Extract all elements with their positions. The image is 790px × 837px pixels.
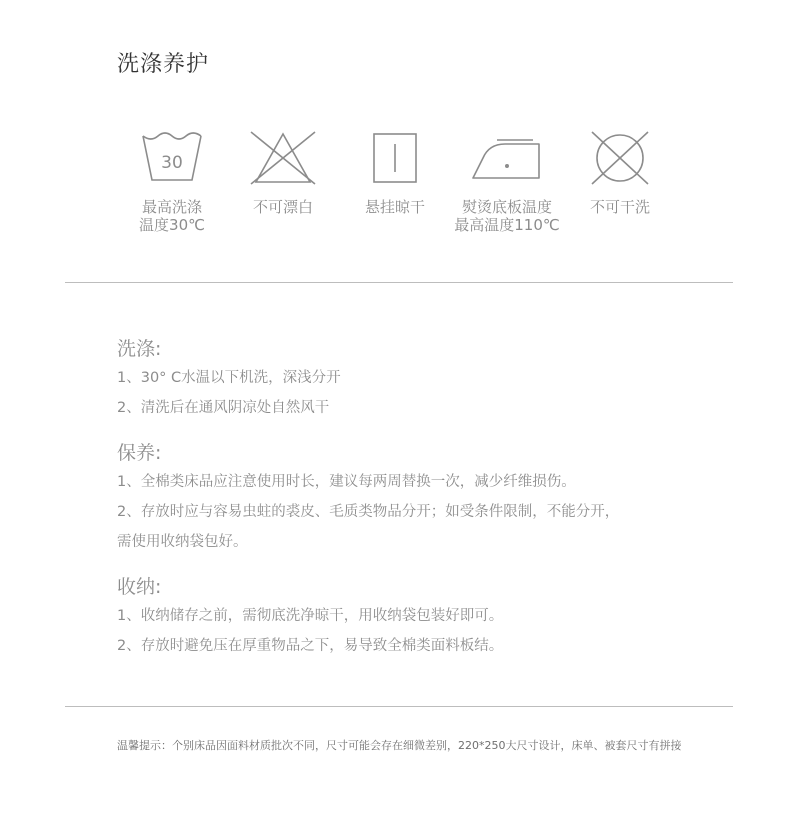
section-title-care: 保养: [117,442,162,464]
care-label-wash: 最高洗涤 温度30℃ [139,198,205,234]
care-line: 需使用收纳袋包好。 [117,534,248,550]
section-care [117,441,619,557]
divider-bottom [65,706,733,707]
care-label-no-bleach: 不可漂白 [252,198,313,216]
washing-line: 1、30° C水温以下机洗，深浅分开 [117,370,341,386]
no-dry-clean-icon [586,130,654,186]
wash-temp-text: 30 [161,153,183,173]
page-title: 洗涤养护 [117,52,210,77]
section-title-washing: 洗涤: [117,338,162,360]
wash-30-icon [139,130,205,186]
section-title-storage: 收纳: [117,576,162,598]
section-storage [117,575,503,661]
care-line: 2、存放时应与容易虫蛀的裘皮、毛质类物品分开；如受条件限制，不能分开， [117,504,620,520]
care-icons-row [0,130,790,240]
care-line: 1、全棉类床品应注意使用时长，建议每两周替换一次，减少纤维损伤。 [117,474,576,490]
divider-top [65,282,733,283]
storage-line: 2、存放时避免压在厚重物品之下，易导致全棉类面料板结。 [117,638,504,654]
care-item-iron [444,130,570,234]
care-label-line-dry: 悬挂晾干 [364,198,425,216]
storage-line: 1、收纳储存之前，需彻底洗净晾干，用收纳袋包装好即可。 [117,608,504,624]
footnote-tip: 温馨提示：个别床品因面料材质批次不同，尺寸可能会存在细微差别，220*250大尺寸设计，床单、被套尺寸有拼接 [117,739,682,752]
washing-line: 2、清洗后在通风阴凉处自然风干 [117,400,330,416]
care-item-no-dry-clean [575,130,665,216]
care-item-line-dry [350,130,440,216]
care-label-no-dry-clean: 不可干洗 [589,198,650,216]
line-dry-icon [370,130,420,186]
iron-icon [469,130,545,186]
care-label-iron: 熨烫底板温度 最高温度110℃ [454,198,560,234]
care-item-wash [117,130,227,234]
care-item-no-bleach [238,130,328,216]
no-bleach-icon [249,130,317,186]
section-washing [117,337,341,423]
